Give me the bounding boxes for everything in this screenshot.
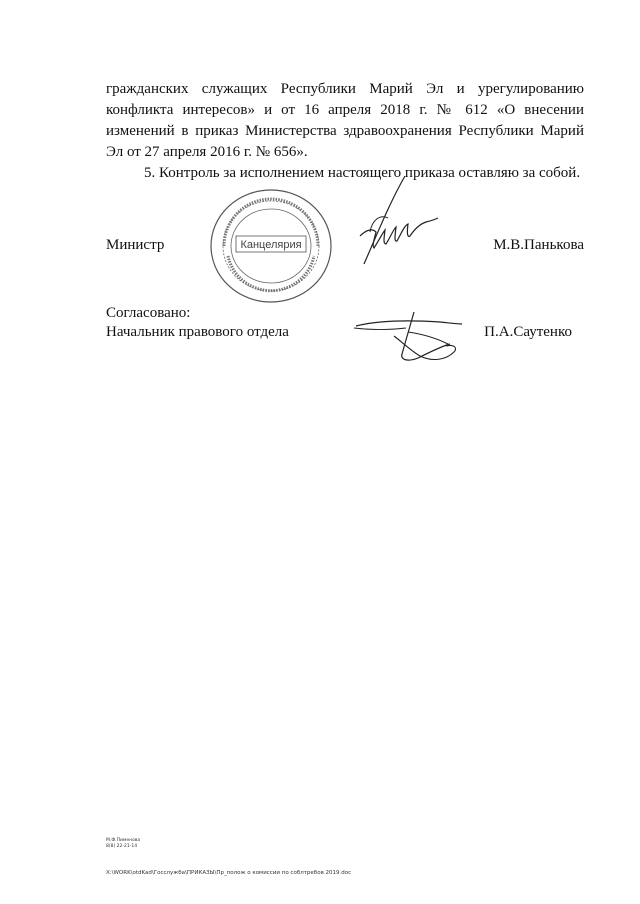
paragraph-item-5: 5. Контроль за исполнением настоящего приказа оставляю за собой. bbox=[144, 165, 581, 181]
minister-signature-row bbox=[106, 235, 584, 257]
agreed-label: Согласовано: bbox=[106, 305, 191, 321]
paragraph-continuation: гражданских служащих Республики Марий Эл и урегулированию конфликта интересов» и от 16 апреля 2018 г. № 612 «О внесении изменений в приказ Министерства здравоохранения Республики Марий Эл от 27 апреля 2016 г. № 656». bbox=[106, 81, 584, 160]
minister-signature bbox=[350, 172, 446, 272]
minister-title: Министр bbox=[106, 237, 165, 253]
legal-head-name: П.А.Саутенко bbox=[484, 324, 572, 340]
legal-head-signature-row bbox=[106, 322, 584, 344]
stamp-center-text: Канцелярия bbox=[240, 239, 302, 251]
legal-head-title: Начальник правового отдела bbox=[106, 324, 289, 340]
executor-phone: 8(8) 22-21-14 bbox=[106, 844, 138, 849]
minister-name: М.В.Панькова bbox=[493, 237, 584, 253]
executor-name: М.Ф.Пименова bbox=[106, 838, 141, 843]
document-body bbox=[106, 79, 584, 184]
executor-info bbox=[106, 838, 140, 850]
file-path: X:\WORK\otdKad\Госслужба\ПРИКАЗЫ\Пр_полож о комиссии по соблтребов 2019.doc bbox=[106, 870, 352, 876]
